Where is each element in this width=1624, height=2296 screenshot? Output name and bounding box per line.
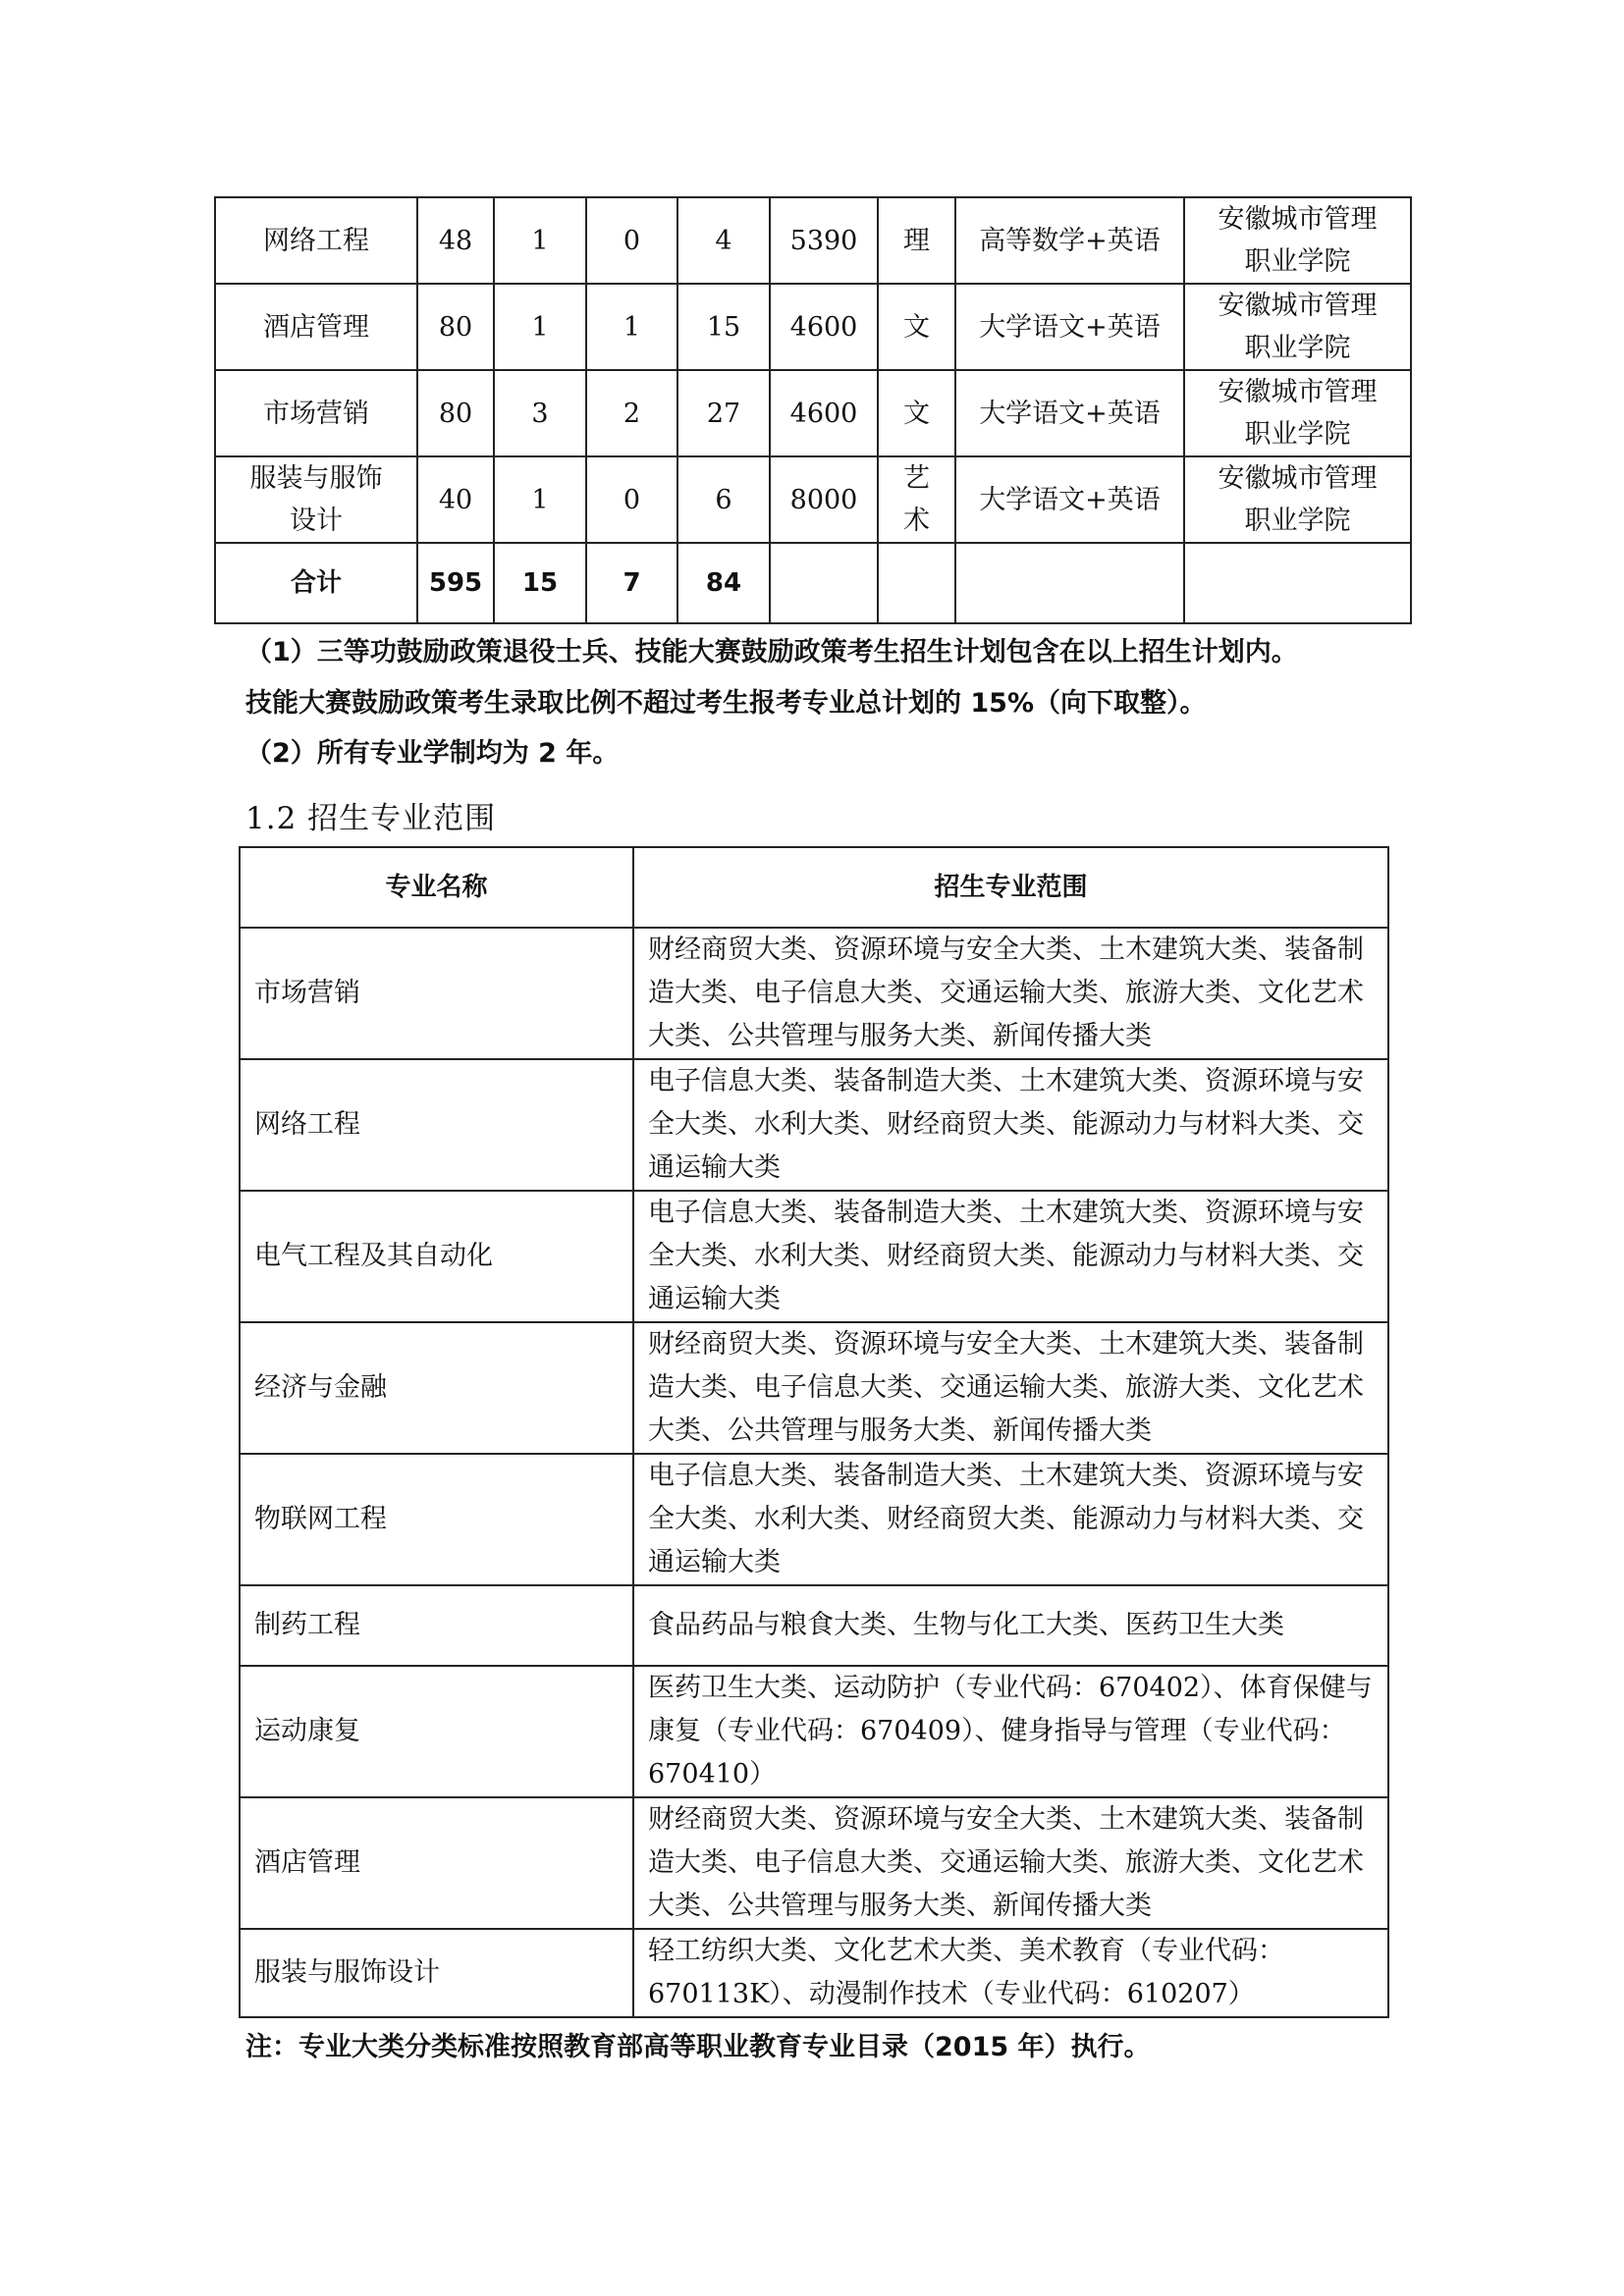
major-cell: 网络工程 [215,197,417,284]
major-name: 物联网工程 [240,1454,633,1585]
major-scope: 财经商贸大类、资源环境与安全大类、土木建筑大类、装备制造大类、电子信息大类、交通运输大类、旅游大类、文化艺术大类、公共管理与服务大类、新闻传播大类 [633,1322,1388,1454]
fee-cell: 8000 [770,456,878,543]
count-cell: 4 [677,197,770,284]
fee-cell: 5390 [770,197,878,284]
major-scope: 财经商贸大类、资源环境与安全大类、土木建筑大类、装备制造大类、电子信息大类、交通运输大类、旅游大类、文化艺术大类、公共管理与服务大类、新闻传播大类 [633,1797,1388,1929]
major-scope: 财经商贸大类、资源环境与安全大类、土木建筑大类、装备制造大类、电子信息大类、交通运输大类、旅游大类、文化艺术大类、公共管理与服务大类、新闻传播大类 [633,928,1388,1059]
count-cell: 0 [586,456,677,543]
count-cell: 2 [586,370,677,456]
school-cell: 安徽城市管理职业学院 [1184,456,1411,543]
scope-row [240,1059,1388,1191]
major-name: 市场营销 [240,928,633,1059]
total-cell: 7 [586,543,677,623]
count-cell: 3 [494,370,586,456]
major-cell: 服装与服饰设计 [215,456,417,543]
school-cell: 安徽城市管理职业学院 [1184,370,1411,456]
major-scope: 电子信息大类、装备制造大类、土木建筑大类、资源环境与安全大类、水利大类、财经商贸大类、能源动力与材料大类、交通运输大类 [633,1191,1388,1322]
quota-row [215,370,1411,456]
note-line: 技能大赛鼓励政策考生录取比例不超过考生报考专业总计划的 15%（向下取整）。 [245,688,1207,719]
scope-row [240,1929,1388,2017]
scope-row [240,928,1388,1059]
school-cell: 安徽城市管理职业学院 [1184,284,1411,370]
quota-table [214,196,1412,624]
fee-cell: 4600 [770,370,878,456]
major-name: 经济与金融 [240,1322,633,1454]
scope-table [239,846,1389,2018]
count-cell: 27 [677,370,770,456]
major-scope: 医药卫生大类、运动防护（专业代码：670402）、体育保健与康复（专业代码：670409）、健身指导与管理（专业代码：670410） [633,1666,1388,1797]
empty-cell [1184,543,1411,623]
count-cell: 15 [677,284,770,370]
scope-row [240,1191,1388,1322]
count-cell: 1 [494,284,586,370]
empty-cell [770,543,878,623]
major-name: 制药工程 [240,1585,633,1666]
school-cell: 安徽城市管理职业学院 [1184,197,1411,284]
count-cell: 0 [586,197,677,284]
empty-cell [955,543,1184,623]
scope-row [240,1797,1388,1929]
count-cell: 48 [417,197,494,284]
major-scope: 电子信息大类、装备制造大类、土木建筑大类、资源环境与安全大类、水利大类、财经商贸大类、能源动力与材料大类、交通运输大类 [633,1454,1388,1585]
section-heading: 1.2 招生专业范围 [245,801,497,836]
count-cell: 1 [494,197,586,284]
total-label: 合计 [215,543,417,623]
major-scope: 轻工纺织大类、文化艺术大类、美术教育（专业代码：670113K）、动漫制作技术（专业代码：610207） [633,1929,1388,2017]
total-cell: 84 [677,543,770,623]
note-line: （2）所有专业学制均为 2 年。 [245,738,620,769]
exam-subjects-cell: 大学语文+英语 [955,456,1184,543]
scope-header-row [240,847,1388,928]
scope-row [240,1454,1388,1585]
total-cell: 595 [417,543,494,623]
subject-type-cell: 艺术 [878,456,955,543]
count-cell: 1 [586,284,677,370]
count-cell: 80 [417,370,494,456]
subject-type-cell: 文 [878,284,955,370]
count-cell: 1 [494,456,586,543]
column-header: 招生专业范围 [633,847,1388,928]
major-name: 服装与服饰设计 [240,1929,633,2017]
column-header: 专业名称 [240,847,633,928]
quota-row [215,456,1411,543]
scope-row [240,1585,1388,1666]
major-name: 酒店管理 [240,1797,633,1929]
major-name: 运动康复 [240,1666,633,1797]
quota-row [215,284,1411,370]
exam-subjects-cell: 大学语文+英语 [955,284,1184,370]
major-name: 电气工程及其自动化 [240,1191,633,1322]
quota-row [215,197,1411,284]
exam-subjects-cell: 高等数学+英语 [955,197,1184,284]
subject-type-cell: 理 [878,197,955,284]
fee-cell: 4600 [770,284,878,370]
count-cell: 40 [417,456,494,543]
empty-cell [878,543,955,623]
major-name: 网络工程 [240,1059,633,1191]
exam-subjects-cell: 大学语文+英语 [955,370,1184,456]
major-cell: 市场营销 [215,370,417,456]
scope-row [240,1666,1388,1797]
major-scope: 食品药品与粮食大类、生物与化工大类、医药卫生大类 [633,1585,1388,1666]
total-cell: 15 [494,543,586,623]
count-cell: 6 [677,456,770,543]
subject-type-cell: 文 [878,370,955,456]
note-line: （1）三等功鼓励政策退役士兵、技能大赛鼓励政策考生招生计划包含在以上招生计划内。 [245,637,1298,667]
major-cell: 酒店管理 [215,284,417,370]
footer-note: 注：专业大类分类标准按照教育部高等职业教育专业目录（2015 年）执行。 [245,2032,1151,2062]
count-cell: 80 [417,284,494,370]
total-row [215,543,1411,623]
major-scope: 电子信息大类、装备制造大类、土木建筑大类、资源环境与安全大类、水利大类、财经商贸大类、能源动力与材料大类、交通运输大类 [633,1059,1388,1191]
scope-row [240,1322,1388,1454]
